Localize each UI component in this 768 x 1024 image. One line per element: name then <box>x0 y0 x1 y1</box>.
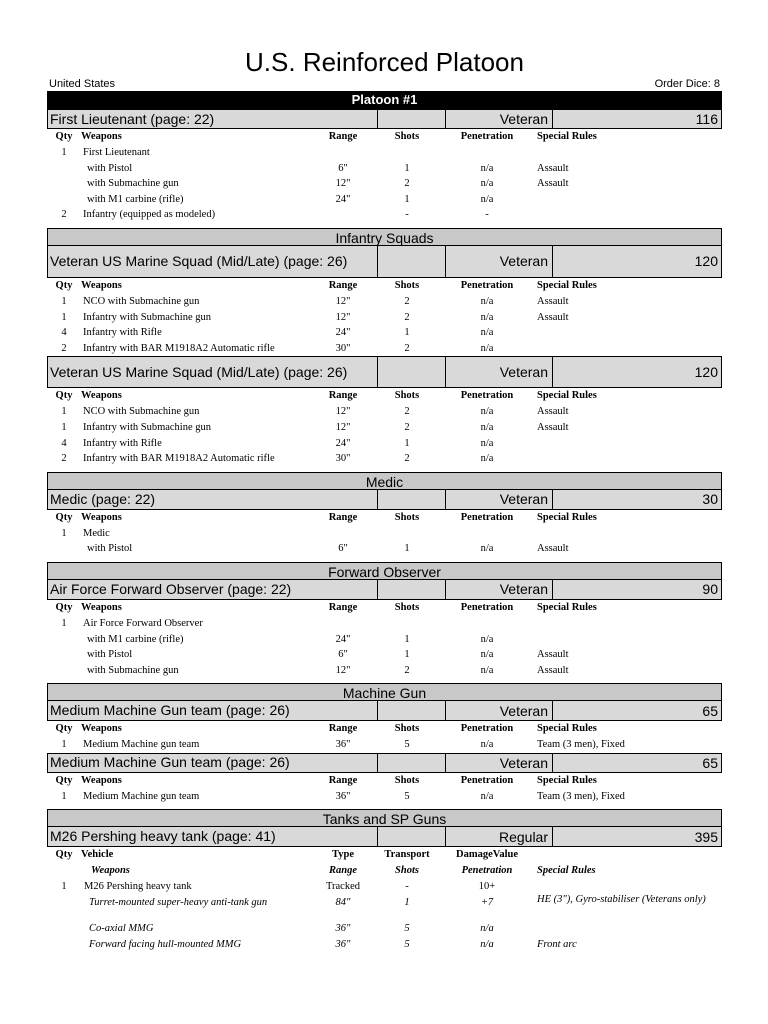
unit-name: First Lieutenant (page: 22) <box>48 110 378 128</box>
unit-experience: Veteran <box>446 357 553 387</box>
platoon-header: Platoon #1 <box>47 91 722 109</box>
category-header: Forward Observer <box>47 562 722 580</box>
vehicle-weapons-header-row: Weapons Range Shots Penetration Special Rules <box>91 865 596 877</box>
order-dice-label: Order Dice: 8 <box>654 78 720 90</box>
unit-cost: 65 <box>553 701 721 720</box>
weapons-header-row: Qty Weapons Range Shots Penetration Special Rules <box>55 723 597 735</box>
weapon-row: 1 Infantry with Submachine gun 12" 2 n/a Assault <box>61 421 569 433</box>
weapons-table <box>47 278 722 356</box>
weapon-row: 1 Air Force Forward Observer <box>61 617 203 629</box>
weapon-row: 2 Infantry with BAR M1918A2 Automatic rifle 30" 2 n/a <box>61 342 494 354</box>
unit-experience: Veteran <box>446 580 553 599</box>
unit-name: Medium Machine Gun team (page: 26) <box>48 701 378 720</box>
weapon-row: 2 Infantry with BAR M1918A2 Automatic rifle 30" 2 n/a <box>61 453 494 465</box>
unit-header <box>47 109 722 129</box>
weapons-header-row: Qty Weapons Range Shots Penetration Special Rules <box>55 601 597 613</box>
unit-header <box>47 246 722 278</box>
nation-label: United States <box>49 78 116 90</box>
vehicle-row: 1 M26 Pershing heavy tank Tracked - 10+ <box>61 881 496 893</box>
category-header: Machine Gun <box>47 683 722 701</box>
weapon-row: 2 Infantry (equipped as modeled) - - <box>61 209 489 221</box>
unit-name: Air Force Forward Observer (page: 22) <box>48 580 378 599</box>
weapons-header-row: Qty Weapons Range Shots Penetration Special Rules <box>55 511 597 523</box>
unit-cost: 30 <box>553 490 721 509</box>
unit-header <box>47 753 722 773</box>
weapons-table <box>47 129 722 223</box>
unit-cost: 395 <box>553 827 721 846</box>
unit-name: Medic (page: 22) <box>48 490 378 509</box>
roster-meta <box>47 77 722 91</box>
weapon-row: 1 Medium Machine gun team 36" 5 n/a Team (3 men), Fixed <box>61 739 625 751</box>
vehicle-weapon-row: Forward facing hull-mounted MMG 36" 5 n/a Front arc <box>89 938 577 950</box>
weapons-header-row: Qty Weapons Range Shots Penetration Special Rules <box>55 279 597 291</box>
unit-name: Veteran US Marine Squad (Mid/Late) (page: 26) <box>48 246 378 277</box>
unit-header <box>47 356 722 388</box>
weapon-row: with Pistol 6" 1 n/a Assault <box>87 649 569 661</box>
weapons-table <box>47 721 722 753</box>
unit-cost: 90 <box>553 580 721 599</box>
unit-name: Medium Machine Gun team (page: 26) <box>48 754 378 772</box>
unit-experience: Veteran <box>446 701 553 720</box>
unit-cost: 65 <box>553 754 721 772</box>
weapons-table <box>47 773 722 805</box>
vehicle-weapons <box>47 895 722 952</box>
weapon-row: 1 Medium Machine gun team 36" 5 n/a Team (3 men), Fixed <box>61 790 625 802</box>
unit-cost: 116 <box>553 110 721 128</box>
unit-header <box>47 580 722 600</box>
unit-experience: Veteran <box>446 754 553 772</box>
weapon-row: 1 NCO with Submachine gun 12" 2 n/a Assault <box>61 295 569 307</box>
category-header: Infantry Squads <box>47 228 722 246</box>
unit-header <box>47 827 722 847</box>
category-header: Tanks and SP Guns <box>47 809 722 827</box>
vehicle-table <box>47 847 722 952</box>
weapons-header-row: Qty Weapons Range Shots Penetration Special Rules <box>55 390 597 402</box>
unit-name: M26 Pershing heavy tank (page: 41) <box>48 827 378 846</box>
weapons-table <box>47 510 722 557</box>
weapon-row: with Submachine gun 12" 2 n/a Assault <box>87 664 569 676</box>
unit-cost: 120 <box>553 246 721 277</box>
unit-experience: Veteran <box>446 110 553 128</box>
weapon-row: with M1 carbine (rifle) 24" 1 n/a <box>87 633 494 645</box>
vehicle-header-row: Qty Vehicle Type Transport DamageValue <box>55 849 519 861</box>
vehicle-weapon-row: Turret-mounted super-heavy anti-tank gun 84" 1 +7 HE (3"), Gyro-stabiliser (Veterans only) <box>89 894 706 909</box>
vehicle-weapon-row: Co-axial MMG 36" 5 n/a <box>89 923 494 935</box>
weapon-row: 1 First Lieutenant <box>61 147 150 158</box>
weapons-header-row: Qty Weapons Range Shots Penetration Special Rules <box>55 774 597 786</box>
weapon-row: 4 Infantry with Rifle 24" 1 n/a <box>61 437 494 449</box>
unit-name: Veteran US Marine Squad (Mid/Late) (page: 26) <box>48 357 378 387</box>
unit-header <box>47 701 722 721</box>
weapon-row: 1 NCO with Submachine gun 12" 2 n/a Assault <box>61 406 569 418</box>
unit-cost: 120 <box>553 357 721 387</box>
weapon-row: with Submachine gun 12" 2 n/a Assault <box>87 178 569 190</box>
weapon-row: 4 Infantry with Rifle 24" 1 n/a <box>61 327 494 339</box>
weapons-header-row: Qty Weapons Range Shots Penetration Special Rules <box>55 131 597 142</box>
weapons-table <box>47 388 722 466</box>
weapons-table <box>47 600 722 678</box>
weapon-row: with Pistol 6" 1 n/a Assault <box>87 543 569 555</box>
page-title: U.S. Reinforced Platoon <box>245 47 524 77</box>
unit-experience: Veteran <box>446 490 553 509</box>
unit-header <box>47 490 722 510</box>
unit-experience: Regular <box>446 827 553 846</box>
weapon-row: with Pistol 6" 1 n/a Assault <box>87 162 569 174</box>
unit-experience: Veteran <box>446 246 553 277</box>
roster-page <box>47 0 722 952</box>
weapon-row: 1 Infantry with Submachine gun 12" 2 n/a Assault <box>61 311 569 323</box>
weapon-row: 1 Medic <box>61 527 110 539</box>
weapon-row: with M1 carbine (rifle) 24" 1 n/a <box>87 193 494 205</box>
category-header: Medic <box>47 472 722 490</box>
